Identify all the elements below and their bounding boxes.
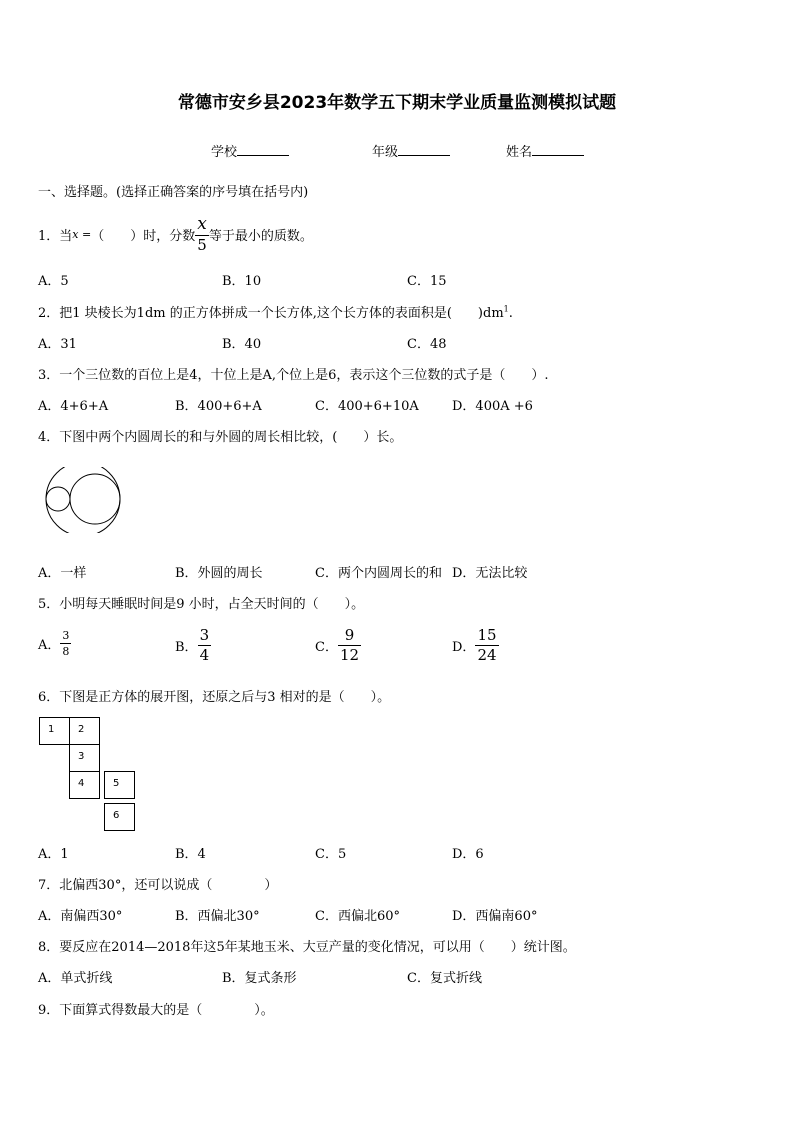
question-4: 4．下图中两个内圆周长的和与外圆的周长相比较，( ）长。: [38, 430, 403, 445]
grade-field[interactable]: [372, 141, 450, 160]
q5-d-denominator: 24: [477, 646, 497, 664]
net-cell-4: 4: [69, 771, 100, 799]
q1-option-a[interactable]: A．5: [38, 274, 69, 289]
q7-option-a[interactable]: A．南偏西30°: [38, 909, 123, 924]
q3-option-a[interactable]: A．4+6+A: [38, 399, 109, 414]
q2-end: .: [508, 306, 513, 321]
q2-superscript: 1: [503, 304, 509, 314]
question-2: [38, 302, 513, 321]
q1-prefix: 1．当: [38, 229, 73, 244]
net-cell-3: 3: [69, 744, 100, 772]
section-heading: 一、选择题。(选择正确答案的序号填在括号内): [38, 185, 309, 200]
net-cell-1: 1: [39, 717, 70, 745]
grade-blank[interactable]: [398, 143, 450, 156]
inner-circle-large: [70, 474, 120, 524]
q6-option-c[interactable]: C．5: [315, 847, 347, 862]
question-8: 8．要反应在2014—2018年这5年某地玉米、大豆产量的变化情况，可以用（ ）统计图。: [38, 940, 576, 955]
question-6: 6．下图是正方体的展开图，还原之后与3 相对的是（ ）。: [38, 690, 391, 705]
q5-option-d-label: D．: [452, 640, 476, 655]
q6-option-a[interactable]: A．1: [38, 847, 69, 862]
q1-middle: （ ）时，分数: [91, 229, 196, 244]
q1-option-c[interactable]: C．15: [407, 274, 447, 289]
q5-b-denominator: 4: [199, 646, 210, 664]
q1-fraction-numerator: x: [197, 214, 207, 234]
q3-option-c[interactable]: C．400+6+10A: [315, 399, 419, 414]
q1-option-b[interactable]: B．10: [222, 274, 262, 289]
q5-b-numerator: 3: [199, 626, 210, 644]
question-9: 9．下面算式得数最大的是（ ）。: [38, 1003, 274, 1018]
q6-option-b[interactable]: B．4: [175, 847, 206, 862]
q4-option-b[interactable]: B．外圆的周长: [175, 566, 263, 581]
net-cell-5: 5: [104, 771, 135, 799]
question-7: 7．北偏西30°，还可以说成（ ）: [38, 878, 278, 893]
q5-c-denominator: 12: [339, 646, 360, 664]
school-blank[interactable]: [237, 143, 289, 156]
q2-option-b[interactable]: B．40: [222, 337, 262, 352]
q5-option-b-label: B．: [175, 640, 198, 655]
q2-text: 2．把1 块棱长为1dm 的正方体拼成一个长方体,这个长方体的表面积是( )dm: [38, 306, 504, 321]
net-cell-6: 6: [104, 803, 135, 831]
q5-option-b[interactable]: [175, 628, 211, 663]
net-cell-2: 2: [69, 717, 100, 745]
question-3: 3．一个三位数的百位上是4，十位上是A,个位上是6，表示这个三位数的式子是（ ）.: [38, 368, 549, 383]
inner-circle-small: [46, 487, 70, 511]
q8-option-c[interactable]: C．复式折线: [407, 971, 482, 986]
q5-c-numerator: 9: [344, 626, 355, 644]
q3-option-d[interactable]: D．400A +6: [452, 399, 533, 414]
q5-option-a-fraction: [60, 630, 71, 657]
name-blank[interactable]: [532, 143, 584, 156]
q1-fraction-denominator: 5: [197, 236, 207, 254]
question-1: [38, 216, 313, 253]
q8-option-b[interactable]: B．复式条形: [222, 971, 297, 986]
q2-option-a[interactable]: A．31: [38, 337, 77, 352]
q4-option-a[interactable]: A．一样: [38, 566, 87, 581]
q5-option-b-fraction: [198, 628, 212, 663]
q7-option-c[interactable]: C．西偏北60°: [315, 909, 400, 924]
school-field[interactable]: [211, 141, 289, 160]
name-label: 姓名: [506, 145, 533, 160]
q5-option-a-label: A．: [38, 638, 61, 653]
q6-option-d[interactable]: D．6: [452, 847, 484, 862]
school-label: 学校: [211, 145, 238, 160]
q5-d-numerator: 15: [477, 626, 497, 644]
q5-a-numerator: 3: [62, 629, 70, 642]
q5-option-d-fraction: [475, 628, 498, 663]
q1-fraction: [195, 216, 209, 253]
q5-option-a[interactable]: [38, 630, 71, 657]
q5-option-c-label: C．: [315, 640, 338, 655]
q5-option-d[interactable]: [452, 628, 499, 663]
grade-label: 年级: [372, 145, 399, 160]
question-5: 5．小明每天睡眠时间是9 小时，占全天时间的（ ）。: [38, 597, 365, 612]
q7-option-d[interactable]: D．西偏南60°: [452, 909, 538, 924]
q5-option-c[interactable]: [315, 628, 361, 663]
q5-option-c-fraction: [338, 628, 361, 663]
q1-suffix: 等于最小的质数。: [208, 229, 313, 244]
q8-option-a[interactable]: A．单式折线: [38, 971, 113, 986]
page-title: 常德市安乡县2023年数学五下期末学业质量监测模拟试题: [177, 93, 617, 113]
q3-option-b[interactable]: B．400+6+A: [175, 399, 262, 414]
q2-option-c[interactable]: C．48: [407, 337, 447, 352]
q7-option-b[interactable]: B．西偏北30°: [175, 909, 260, 924]
name-field[interactable]: [506, 141, 584, 160]
q4-option-c[interactable]: C．两个内圆周长的和: [315, 566, 442, 581]
q4-option-d[interactable]: D．无法比较: [452, 566, 528, 581]
q5-a-denominator: 8: [62, 645, 70, 658]
circles-figure: [43, 467, 123, 533]
q1-variable: x =: [72, 228, 92, 241]
